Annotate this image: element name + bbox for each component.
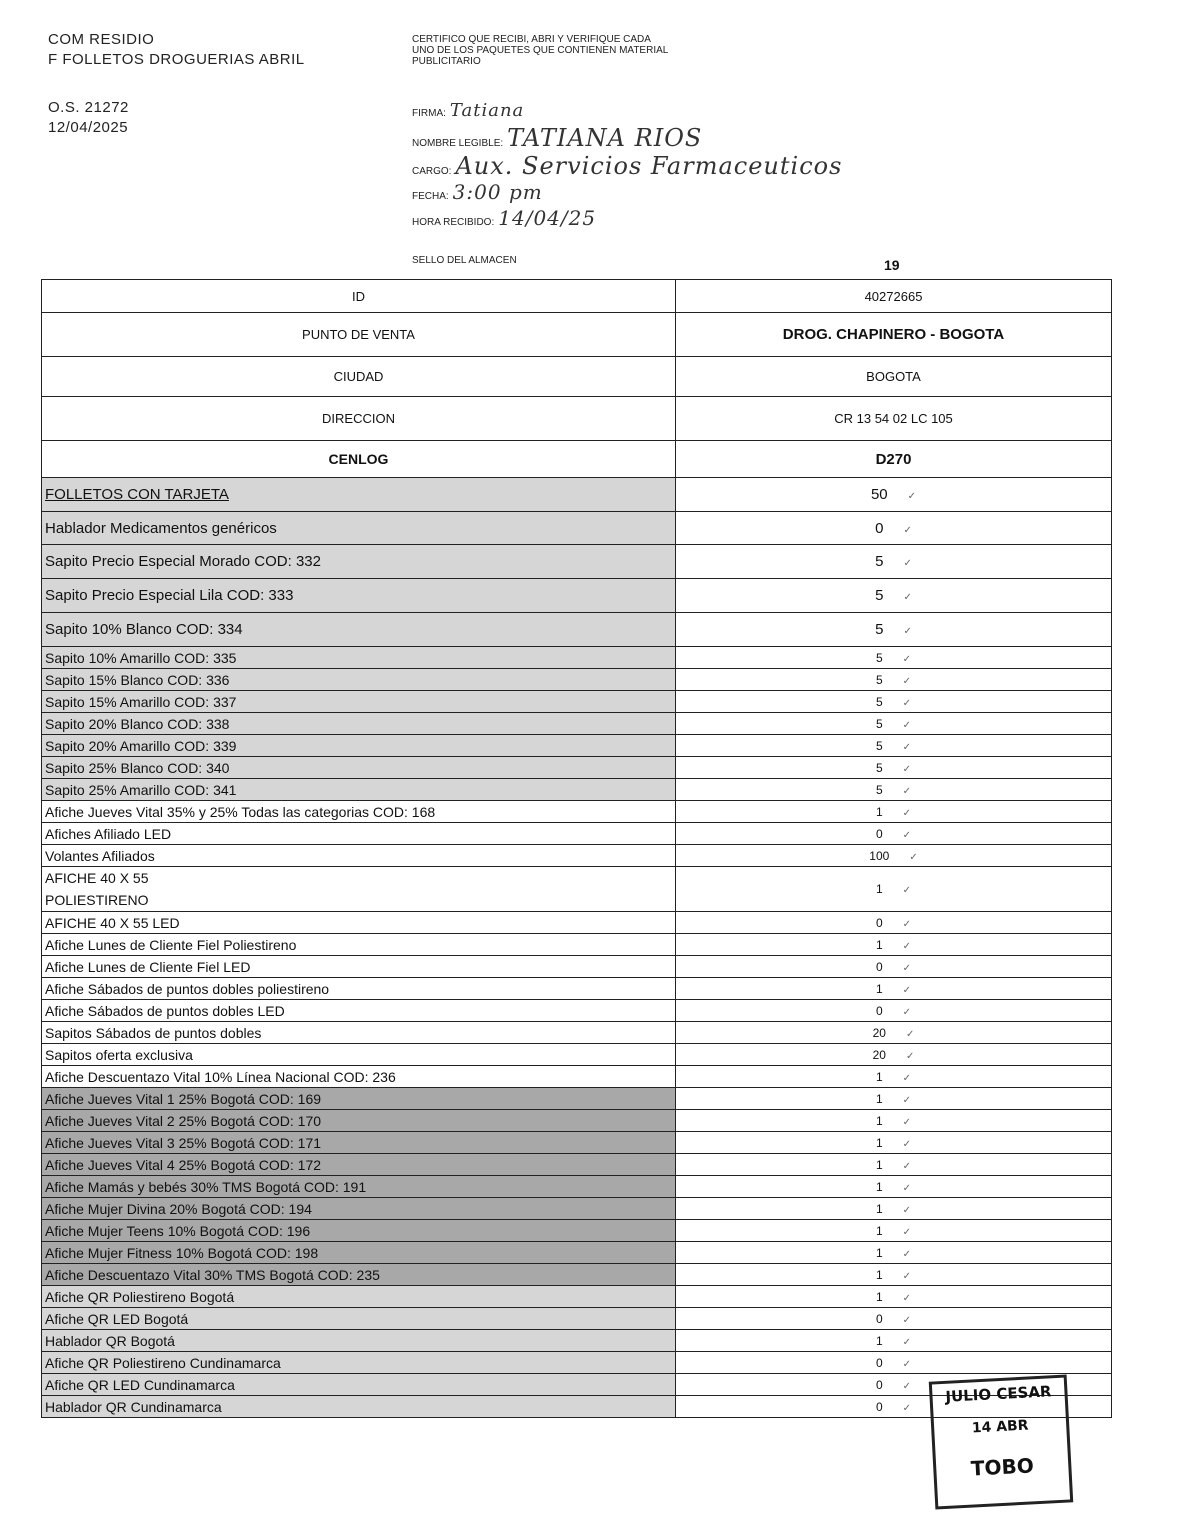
quantity-value: 0 [875, 519, 884, 537]
item-row [42, 1330, 1112, 1352]
item-quantity [676, 1220, 1112, 1242]
item-label: Afiche Jueves Vital 4 25% Bogotá COD: 172 [42, 1154, 676, 1176]
item-quantity [676, 978, 1112, 1000]
ciudad-value: BOGOTA [676, 357, 1112, 397]
quantity-value: 0 [875, 1355, 883, 1370]
quantity-value: 1 [875, 1157, 883, 1172]
quantity-value: 0 [875, 959, 883, 974]
quantity-value: 1 [875, 1113, 883, 1128]
check-mark-icon: ✓ [902, 984, 912, 996]
receipt-stamp [929, 1374, 1074, 1509]
direccion-label: DIRECCION [42, 397, 676, 441]
item-row [42, 691, 1112, 713]
item-quantity [676, 1066, 1112, 1088]
check-mark-icon: ✓ [902, 1402, 912, 1414]
item-label: Sapito 25% Amarillo COD: 341 [42, 779, 676, 801]
item-row [42, 1176, 1112, 1198]
check-mark-icon: ✓ [902, 1138, 912, 1150]
item-row [42, 1110, 1112, 1132]
check-mark-icon: ✓ [903, 558, 912, 569]
item-label: Sapitos Sábados de puntos dobles [42, 1022, 676, 1044]
check-mark-icon: ✓ [902, 1248, 912, 1260]
item-quantity [676, 647, 1112, 669]
check-mark-icon: ✓ [902, 653, 912, 665]
quantity-value: 1 [875, 937, 883, 952]
item-label: Afiche Mujer Fitness 10% Bogotá COD: 198 [42, 1242, 676, 1264]
quantity-value: 1 [875, 1245, 883, 1260]
check-mark-icon: ✓ [902, 1006, 912, 1018]
quantity-value: 5 [875, 587, 884, 604]
item-label: Afiche Mujer Teens 10% Bogotá COD: 196 [42, 1220, 676, 1242]
item-label-line1: AFICHE 40 X 55 [45, 870, 149, 886]
nombre-label: NOMBRE LEGIBLE: [412, 138, 504, 149]
item-row [42, 934, 1112, 956]
cargo-label: CARGO: [412, 166, 452, 177]
row-id [42, 280, 1112, 313]
item-quantity [676, 1176, 1112, 1198]
quantity-value: 0 [875, 915, 883, 930]
item-row [42, 1352, 1112, 1374]
firma-signature: Tatiana [449, 100, 525, 121]
item-label: Afiche Jueves Vital 35% y 25% Todas las categorias COD: 168 [42, 801, 676, 823]
cargo-field [412, 152, 842, 180]
quantity-value: 1 [875, 1201, 883, 1216]
nombre-field [412, 124, 702, 152]
check-mark-icon: ✓ [902, 807, 912, 819]
item-row [42, 978, 1112, 1000]
fecha-label: FECHA: [412, 191, 449, 202]
item-quantity [676, 1000, 1112, 1022]
check-mark-icon: ✓ [902, 1358, 912, 1370]
check-mark-icon: ✓ [902, 1072, 912, 1084]
item-label: Afiche Lunes de Cliente Fiel Poliestireno [42, 934, 676, 956]
item-row [42, 1264, 1112, 1286]
check-mark-icon: ✓ [902, 1116, 912, 1128]
item-quantity [676, 1022, 1112, 1044]
item-quantity [676, 956, 1112, 978]
id-value: 40272665 [676, 280, 1112, 313]
item-quantity [676, 1110, 1112, 1132]
punto-venta-value: DROG. CHAPINERO - BOGOTA [676, 313, 1112, 357]
quantity-value: 0 [875, 826, 883, 841]
item-row [42, 1308, 1112, 1330]
firma-label: FIRMA: [412, 108, 446, 119]
check-mark-icon: ✓ [909, 851, 918, 863]
ciudad-label: CIUDAD [42, 357, 676, 397]
item-label: Afiche Lunes de Cliente Fiel LED [42, 956, 676, 978]
item-row [42, 912, 1112, 934]
item-row [42, 1000, 1112, 1022]
item-quantity [676, 1286, 1112, 1308]
quantity-value: 1 [875, 804, 883, 819]
check-mark-icon: ✓ [902, 697, 912, 709]
item-row [42, 512, 1112, 545]
quantity-value: 0 [875, 1399, 883, 1414]
item-quantity [676, 912, 1112, 934]
item-label: Sapito 15% Blanco COD: 336 [42, 669, 676, 691]
item-label: Hablador QR Bogotá [42, 1330, 676, 1352]
document-header [48, 30, 305, 138]
item-row [42, 867, 1112, 912]
quantity-value: 5 [875, 650, 883, 665]
quantity-value: 0 [875, 1311, 883, 1326]
item-quantity [676, 1352, 1112, 1374]
item-row [42, 1242, 1112, 1264]
cenlog-value: D270 [676, 441, 1112, 478]
quantity-value: 100 [869, 848, 890, 863]
item-quantity [676, 579, 1112, 613]
item-quantity [676, 613, 1112, 647]
item-row [42, 1286, 1112, 1308]
check-mark-icon: ✓ [903, 626, 912, 637]
item-label: Sapito 15% Amarillo COD: 337 [42, 691, 676, 713]
item-quantity [676, 1308, 1112, 1330]
cenlog-label: CENLOG [42, 441, 676, 478]
quantity-value: 1 [875, 1179, 883, 1194]
item-quantity [676, 713, 1112, 735]
item-quantity [676, 867, 1112, 912]
item-quantity [676, 669, 1112, 691]
cargo-value: Aux. Servicios Farmaceuticos [455, 152, 843, 180]
item-row [42, 845, 1112, 867]
fecha-value: 3:00 pm [452, 180, 543, 204]
stamp-place: TOBO [970, 1453, 1035, 1481]
item-label: Afiche Jueves Vital 1 25% Bogotá COD: 169 [42, 1088, 676, 1110]
item-quantity [676, 1330, 1112, 1352]
fecha-field [412, 180, 543, 204]
check-mark-icon: ✓ [902, 1226, 912, 1238]
check-mark-icon: ✓ [902, 719, 912, 731]
item-quantity [676, 1198, 1112, 1220]
quantity-value: 1 [875, 1289, 883, 1304]
item-quantity [676, 801, 1112, 823]
item-row [42, 1044, 1112, 1066]
item-row [42, 1154, 1112, 1176]
item-quantity [676, 1154, 1112, 1176]
check-mark-icon: ✓ [903, 592, 912, 603]
hora-value: 14/04/25 [498, 206, 597, 230]
direccion-value: CR 13 54 02 LC 105 [676, 397, 1112, 441]
quantity-value: 5 [875, 738, 883, 753]
check-mark-icon: ✓ [902, 962, 912, 974]
item-label: Sapito Precio Especial Morado COD: 332 [42, 545, 676, 579]
item-quantity [676, 545, 1112, 579]
header-line1: COM RESIDIO [48, 31, 155, 48]
quantity-value: 0 [875, 1003, 883, 1018]
delivery-table [41, 279, 1112, 1418]
item-label: Afiches Afiliado LED [42, 823, 676, 845]
order-date: 12/04/2025 [48, 119, 129, 136]
quantity-value: 5 [875, 672, 883, 687]
check-mark-icon: ✓ [902, 1204, 912, 1216]
item-row [42, 613, 1112, 647]
quantity-value: 1 [875, 1091, 883, 1106]
item-quantity [676, 1044, 1112, 1066]
item-row [42, 956, 1112, 978]
check-mark-icon: ✓ [902, 1380, 912, 1392]
quantity-value: 20 [872, 1025, 886, 1040]
check-mark-icon: ✓ [902, 1160, 912, 1172]
item-quantity [676, 934, 1112, 956]
item-quantity [676, 691, 1112, 713]
item-label: Sapito 10% Amarillo COD: 335 [42, 647, 676, 669]
check-mark-icon: ✓ [902, 1182, 912, 1194]
stamp-name: JULIO CESAR [945, 1382, 1052, 1406]
check-mark-icon: ✓ [905, 1028, 915, 1040]
quantity-value: 50 [870, 486, 888, 503]
item-quantity [676, 779, 1112, 801]
item-label: Sapito 10% Blanco COD: 334 [42, 613, 676, 647]
item-label: Hablador Medicamentos genéricos [42, 512, 676, 545]
item-label: Afiche QR Poliestireno Bogotá [42, 1286, 676, 1308]
quantity-value: 1 [875, 1223, 883, 1238]
check-mark-icon: ✓ [905, 1050, 915, 1062]
item-quantity [676, 757, 1112, 779]
quantity-value: 1 [875, 1135, 883, 1150]
row-cenlog [42, 441, 1112, 478]
item-label: FOLLETOS CON TARJETA [42, 478, 676, 512]
quantity-value: 5 [875, 716, 883, 731]
nombre-value: TATIANA RIOS [507, 124, 703, 152]
item-label: Sapito 20% Amarillo COD: 339 [42, 735, 676, 757]
item-label: Afiche QR Poliestireno Cundinamarca [42, 1352, 676, 1374]
item-quantity [676, 512, 1112, 545]
check-mark-icon: ✓ [902, 918, 912, 930]
item-quantity [676, 1088, 1112, 1110]
quantity-value: 5 [875, 621, 884, 638]
check-mark-icon: ✓ [902, 741, 912, 753]
check-mark-icon: ✓ [902, 1292, 912, 1304]
item-label: Afiche Jueves Vital 3 25% Bogotá COD: 171 [42, 1132, 676, 1154]
item-label: Sapito 25% Blanco COD: 340 [42, 757, 676, 779]
item-row [42, 801, 1112, 823]
quantity-value: 5 [875, 694, 883, 709]
quantity-value: 1 [875, 882, 883, 896]
item-label: Afiche QR LED Cundinamarca [42, 1374, 676, 1396]
item-row [42, 713, 1112, 735]
item-row [42, 1088, 1112, 1110]
item-row [42, 647, 1112, 669]
check-mark-icon: ✓ [902, 675, 912, 687]
item-row [42, 757, 1112, 779]
item-label: AFICHE 40 X 55 LED [42, 912, 676, 934]
check-mark-icon: ✓ [902, 1270, 912, 1282]
item-quantity [676, 1132, 1112, 1154]
item-label: Sapito 20% Blanco COD: 338 [42, 713, 676, 735]
item-quantity [676, 735, 1112, 757]
item-row [42, 478, 1112, 512]
hora-field [412, 206, 596, 230]
item-row [42, 1022, 1112, 1044]
id-label: ID [42, 280, 676, 313]
item-quantity [676, 1242, 1112, 1264]
item-label: Hablador QR Cundinamarca [42, 1396, 676, 1418]
item-quantity [676, 1264, 1112, 1286]
item-label: Afiche Descuentazo Vital 10% Línea Nacional COD: 236 [42, 1066, 676, 1088]
quantity-value: 5 [875, 782, 883, 797]
item-row [42, 545, 1112, 579]
firma-field [412, 100, 524, 121]
check-mark-icon: ✓ [902, 885, 912, 896]
quantity-value: 5 [875, 553, 884, 570]
item-label: Afiche Sábados de puntos dobles LED [42, 1000, 676, 1022]
item-row [42, 823, 1112, 845]
check-mark-icon: ✓ [903, 524, 912, 536]
quantity-value: 1 [875, 1333, 883, 1348]
item-label: Afiche Jueves Vital 2 25% Bogotá COD: 170 [42, 1110, 676, 1132]
item-label: Volantes Afiliados [42, 845, 676, 867]
quantity-value: 5 [875, 760, 883, 775]
item-row [42, 1132, 1112, 1154]
item-label: Afiche Mamás y bebés 30% TMS Bogotá COD: 191 [42, 1176, 676, 1198]
item-row [42, 735, 1112, 757]
sello-label: SELLO DEL ALMACEN [412, 255, 517, 266]
hora-label: HORA RECIBIDO: [412, 217, 495, 228]
item-label: Sapitos oferta exclusiva [42, 1044, 676, 1066]
order-number: O.S. 21272 [48, 99, 129, 116]
quantity-value: 1 [875, 1267, 883, 1282]
item-label: Afiche Sábados de puntos dobles poliestireno [42, 978, 676, 1000]
check-mark-icon: ✓ [902, 1336, 912, 1348]
stamp-date: 14 ABR [971, 1417, 1029, 1437]
item-row [42, 669, 1112, 691]
item-label-line2: POLIESTIRENO [45, 892, 149, 908]
item-label: Afiche Descuentazo Vital 30% TMS Bogotá COD: 235 [42, 1264, 676, 1286]
punto-venta-label: PUNTO DE VENTA [42, 313, 676, 357]
page-number: 19 [884, 257, 900, 273]
check-mark-icon: ✓ [902, 785, 912, 797]
row-direccion [42, 397, 1112, 441]
check-mark-icon: ✓ [902, 940, 912, 952]
item-label: Sapito Precio Especial Lila COD: 333 [42, 579, 676, 613]
item-quantity [676, 478, 1112, 512]
item-row [42, 1066, 1112, 1088]
item-row [42, 579, 1112, 613]
item-quantity [676, 823, 1112, 845]
row-punto-venta [42, 313, 1112, 357]
item-row [42, 779, 1112, 801]
quantity-value: 0 [875, 1377, 883, 1392]
check-mark-icon: ✓ [902, 829, 912, 841]
item-label [42, 867, 676, 912]
check-mark-icon: ✓ [902, 1094, 912, 1106]
item-row [42, 1220, 1112, 1242]
item-label: Afiche QR LED Bogotá [42, 1308, 676, 1330]
certificate-text: CERTIFICO QUE RECIBI, ABRI Y VERIFIQUE CADA UNO DE LOS PAQUETES QUE CONTIENEN MATERIAL PUBLICITARIO [412, 34, 668, 67]
check-mark-icon: ✓ [907, 491, 917, 502]
quantity-value: 1 [875, 1069, 883, 1084]
check-mark-icon: ✓ [902, 763, 912, 775]
item-row [42, 1198, 1112, 1220]
row-ciudad [42, 357, 1112, 397]
item-label: Afiche Mujer Divina 20% Bogotá COD: 194 [42, 1198, 676, 1220]
header-line2: F FOLLETOS DROGUERIAS ABRIL [48, 51, 305, 68]
quantity-value: 1 [875, 981, 883, 996]
check-mark-icon: ✓ [902, 1314, 912, 1326]
item-quantity [676, 845, 1112, 867]
quantity-value: 20 [872, 1047, 886, 1062]
